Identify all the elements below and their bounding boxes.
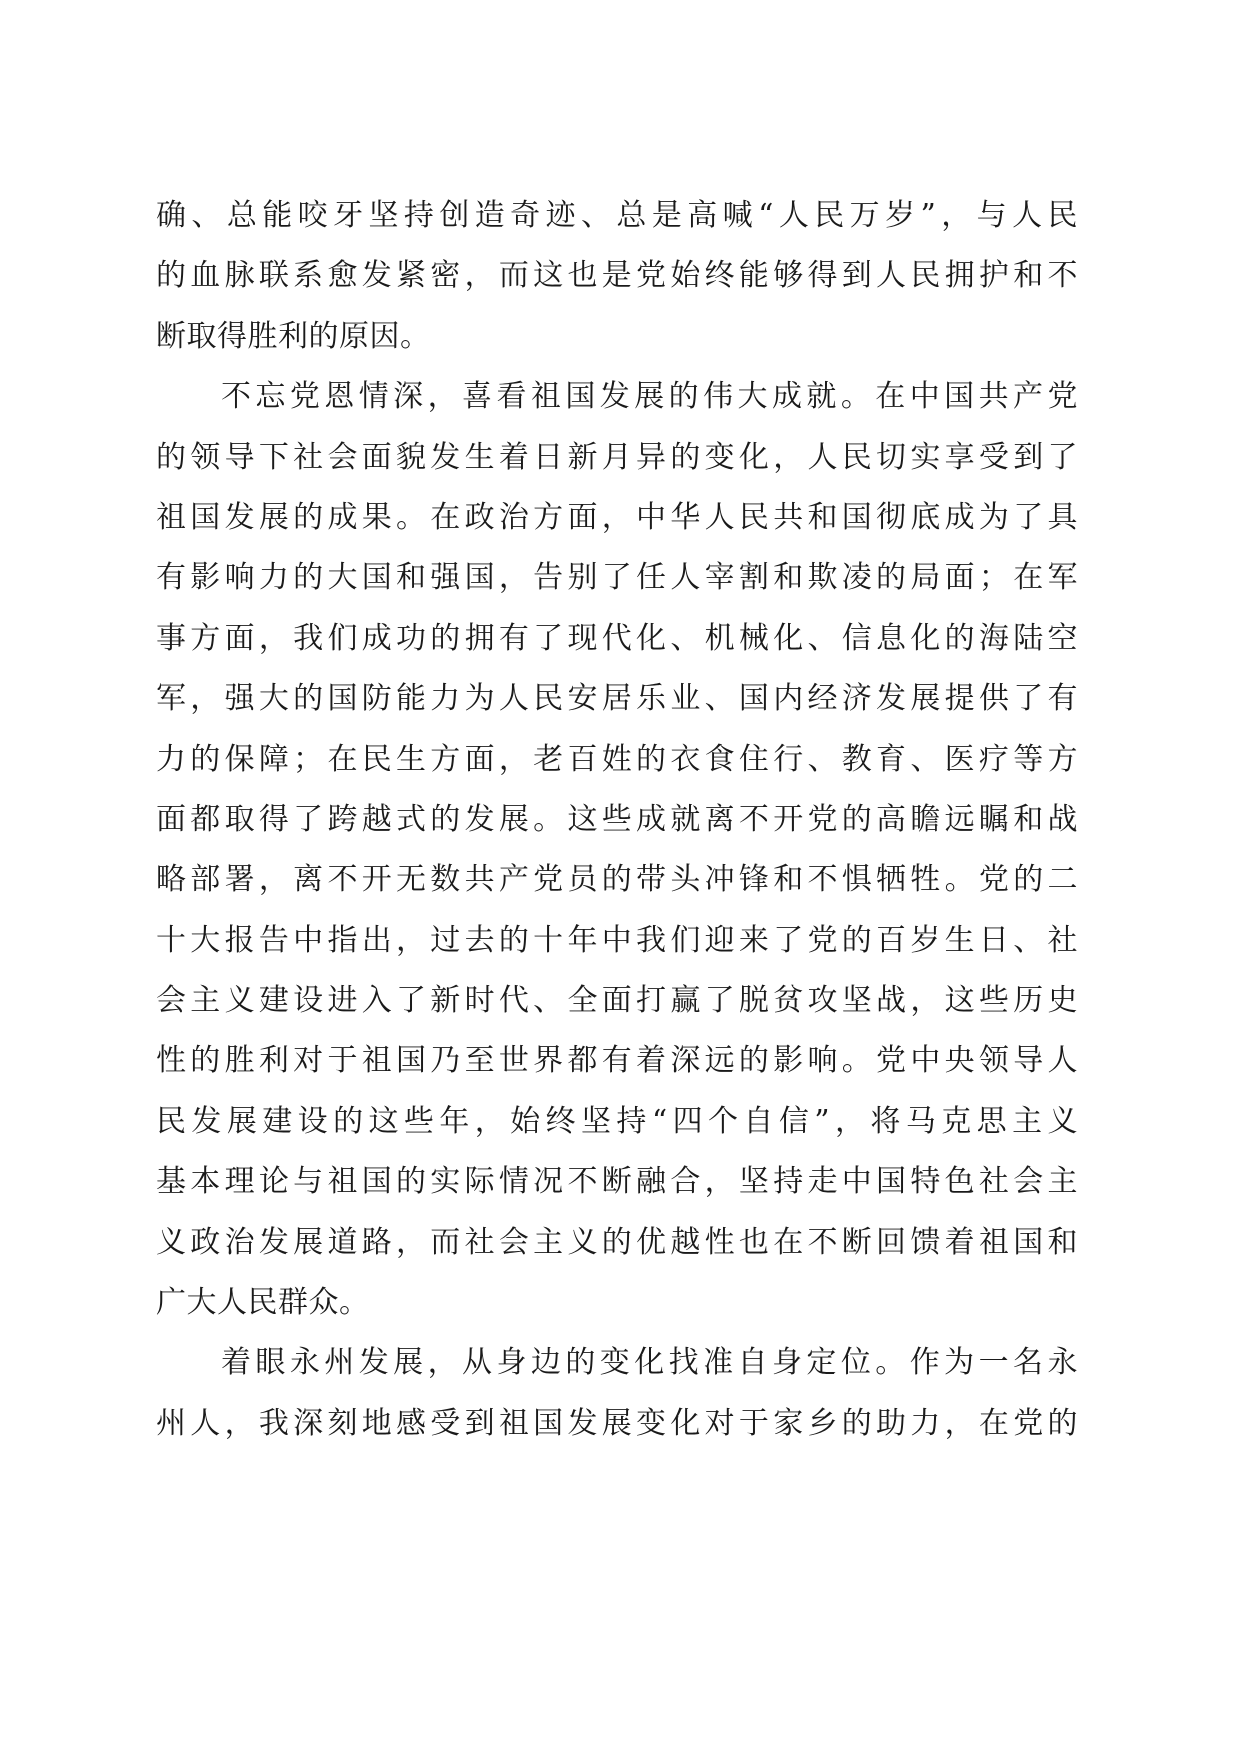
text-line-8: 事方面，我们成功的拥有了现代化、机械化、信息化的海陆空 <box>156 620 1078 656</box>
text-line-1: 确、总能咬牙坚持创造奇迹、总是高喊“人民万岁”，与人民 <box>156 198 1078 233</box>
text-line-3: 断取得胜利的原因。 <box>156 318 431 354</box>
text-line-7: 有影响力的大国和强国，告别了任人宰割和欺凌的局面；在军 <box>156 560 1078 596</box>
document-body <box>156 186 1078 1454</box>
text-line-18: 义政治发展道路，而社会主义的优越性也在不断回馈着祖国和 <box>156 1224 1078 1260</box>
text-line-21: 州人，我深刻地感受到祖国发展变化对于家乡的助力，在党的 <box>156 1405 1078 1441</box>
text-line-15: 性的胜利对于祖国乃至世界都有着深远的影响。党中央领导人 <box>156 1043 1078 1079</box>
text-line-17: 基本理论与祖国的实际情况不断融合，坚持走中国特色社会主 <box>156 1164 1078 1200</box>
text-line-20: 着眼永州发展，从身边的变化找准自身定位。作为一名永 <box>221 1345 1078 1381</box>
text-line-12: 略部署，离不开无数共产党员的带头冲锋和不惧牺牲。党的二 <box>156 862 1078 898</box>
text-line-13: 十大报告中指出，过去的十年中我们迎来了党的百岁生日、社 <box>156 922 1078 958</box>
text-line-10: 力的保障；在民生方面，老百姓的衣食住行、教育、医疗等方 <box>156 741 1078 777</box>
text-line-16: 民发展建设的这些年，始终坚持“四个自信”，将马克思主义 <box>156 1103 1078 1139</box>
text-line-14: 会主义建设进入了新时代、全面打赢了脱贫攻坚战，这些历史 <box>156 983 1078 1019</box>
text-line-9: 军，强大的国防能力为人民安居乐业、国内经济发展提供了有 <box>156 681 1078 717</box>
text-line-4: 不忘党恩情深，喜看祖国发展的伟大成就。在中国共产党 <box>221 379 1078 415</box>
text-line-5: 的领导下社会面貌发生着日新月异的变化，人民切实享受到了 <box>156 439 1078 475</box>
text-line-11: 面都取得了跨越式的发展。这些成就离不开党的高瞻远瞩和战 <box>156 801 1078 837</box>
text-line-2: 的血脉联系愈发紧密，而这也是党始终能够得到人民拥护和不 <box>156 258 1078 294</box>
text-line-19: 广大人民群众。 <box>156 1285 370 1321</box>
text-line-6: 祖国发展的成果。在政治方面，中华人民共和国彻底成为了具 <box>156 499 1078 535</box>
